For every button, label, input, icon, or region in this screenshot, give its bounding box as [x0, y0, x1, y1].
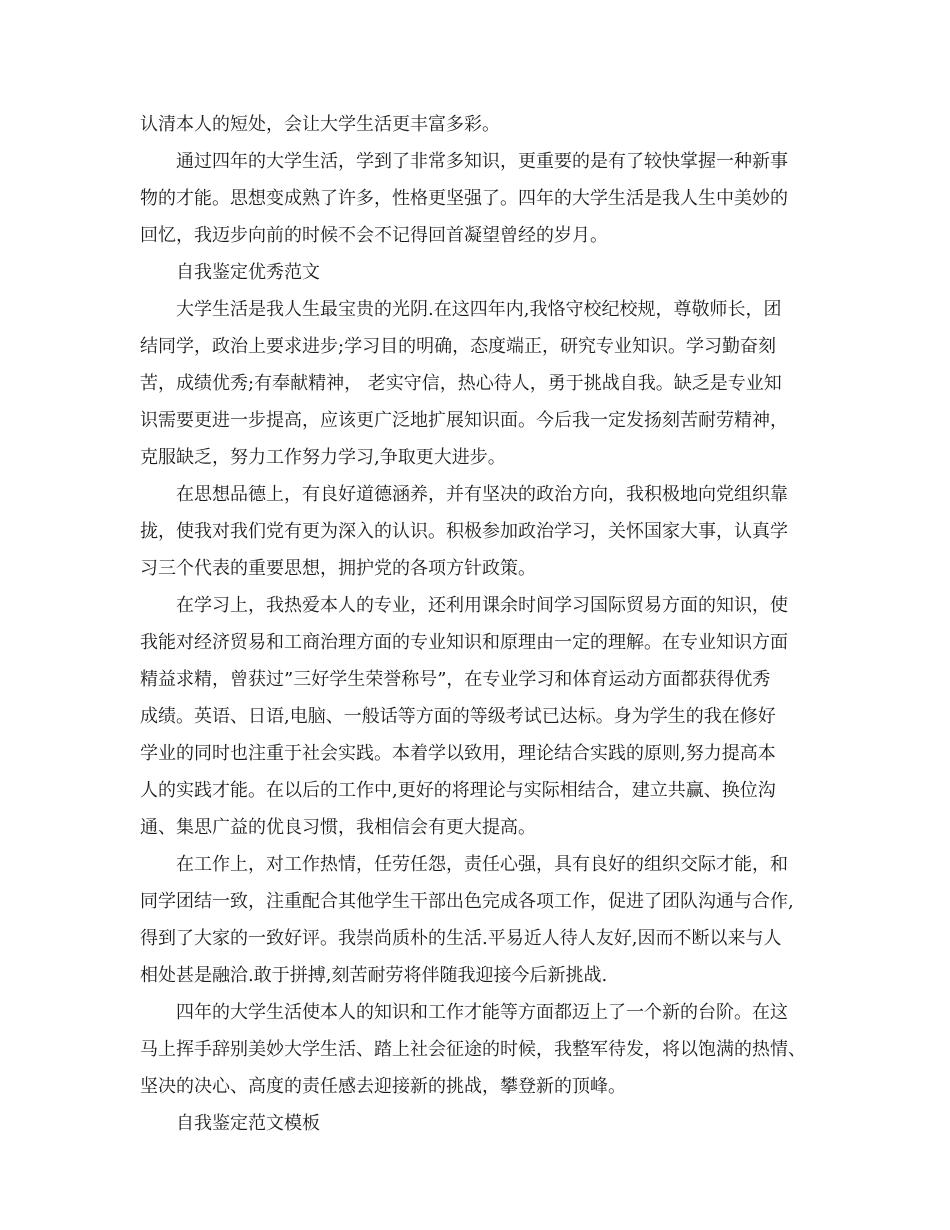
text-line: 认清本人的短处，会让大学生活更丰富多彩。 [140, 114, 500, 135]
text-line: 识需要更进一步提高，应该更广泛地扩展知识面。今后我一定发扬刻苦耐劳精神， [140, 410, 788, 431]
text-line: 苦，成绩优秀;有奉献精神， 老实守信，热心待人，勇于挑战自我。缺乏是专业知 [140, 373, 782, 394]
paragraph-first-line: 四年的大学生活使本人的知识和工作才能等方面都迈上了一个新的台阶。在这 [176, 1002, 788, 1023]
text-line: 相处甚是融洽.敢于拼搏,刻苦耐劳将伴随我迎接今后新挑战. [140, 965, 608, 986]
text-line: 坚决的决心、高度的责任感去迎接新的挑战，攀登新的顶峰。 [140, 1076, 626, 1097]
text-line: 物的才能。思想变成熟了许多，性格更坚强了。四年的大学生活是我人生中美妙的 [140, 188, 788, 209]
text-line: 得到了大家的一致好评。我崇尚质朴的生活.平易近人待人友好,因而不断以来与人 [140, 928, 782, 949]
text-line: 克服缺乏，努力工作努力学习,争取更大进步。 [140, 447, 506, 468]
text-line: 学业的同时也注重于社会实践。本着学以致用，理论结合实践的原则,努力提高本 [140, 743, 776, 764]
paragraph-first-line: 在工作上，对工作热情，任劳任怨，责任心强，具有良好的组织交际才能，和 [176, 854, 788, 875]
text-line: 同学团结一致，注重配合其他学生干部出色完成各项工作，促进了团队沟通与合作, [140, 891, 794, 912]
paragraph-first-line: 在学习上，我热爱本人的专业，还利用课余时间学习国际贸易方面的知识，使 [176, 595, 788, 616]
text-line: 马上挥手辞别美妙大学生活、踏上社会征途的时候，我整军待发，将以饱满的热情、 [140, 1039, 806, 1060]
text-line: 习三个代表的重要思想，拥护党的各项方针政策。 [140, 558, 536, 579]
paragraph-first-line: 大学生活是我人生最宝贵的光阴.在这四年内,我恪守校纪校规，尊敬师长，团 [176, 299, 782, 320]
paragraph-first-line: 通过四年的大学生活，学到了非常多知识，更重要的是有了较快掌握一种新事 [176, 151, 788, 172]
text-line: 拢，使我对我们党有更为深入的认识。积极参加政治学习，关怀国家大事，认真学 [140, 521, 788, 542]
text-line: 我能对经济贸易和工商治理方面的专业知识和原理由一定的理解。在专业知识方面 [140, 632, 788, 653]
text-line: 成绩。英语、日语,电脑、一般话等方面的等级考试已达标。身为学生的我在修好 [140, 706, 776, 727]
text-line: 结同学，政治上要求进步;学习目的明确，态度端正，研究专业知识。学习勤奋刻 [140, 336, 777, 357]
text-line: 人的实践才能。在以后的工作中,更好的将理论与实际相结合，建立共赢、换位沟 [140, 780, 776, 801]
text-line: 精益求精，曾获过”三好学生荣誉称号”，在专业学习和体育运动方面都获得优秀 [140, 669, 771, 690]
text-line: 通、集思广益的优良习惯，我相信会有更大提高。 [140, 817, 536, 838]
paragraph-first-line: 在思想品德上，有良好道德涵养，并有坚决的政治方向，我积极地向党组织靠 [176, 484, 788, 505]
text-line: 回忆，我迈步向前的时候不会不记得回首凝望曾经的岁月。 [140, 225, 608, 246]
section-heading: 自我鉴定范文模板 [176, 1113, 320, 1134]
section-heading: 自我鉴定优秀范文 [176, 262, 320, 283]
